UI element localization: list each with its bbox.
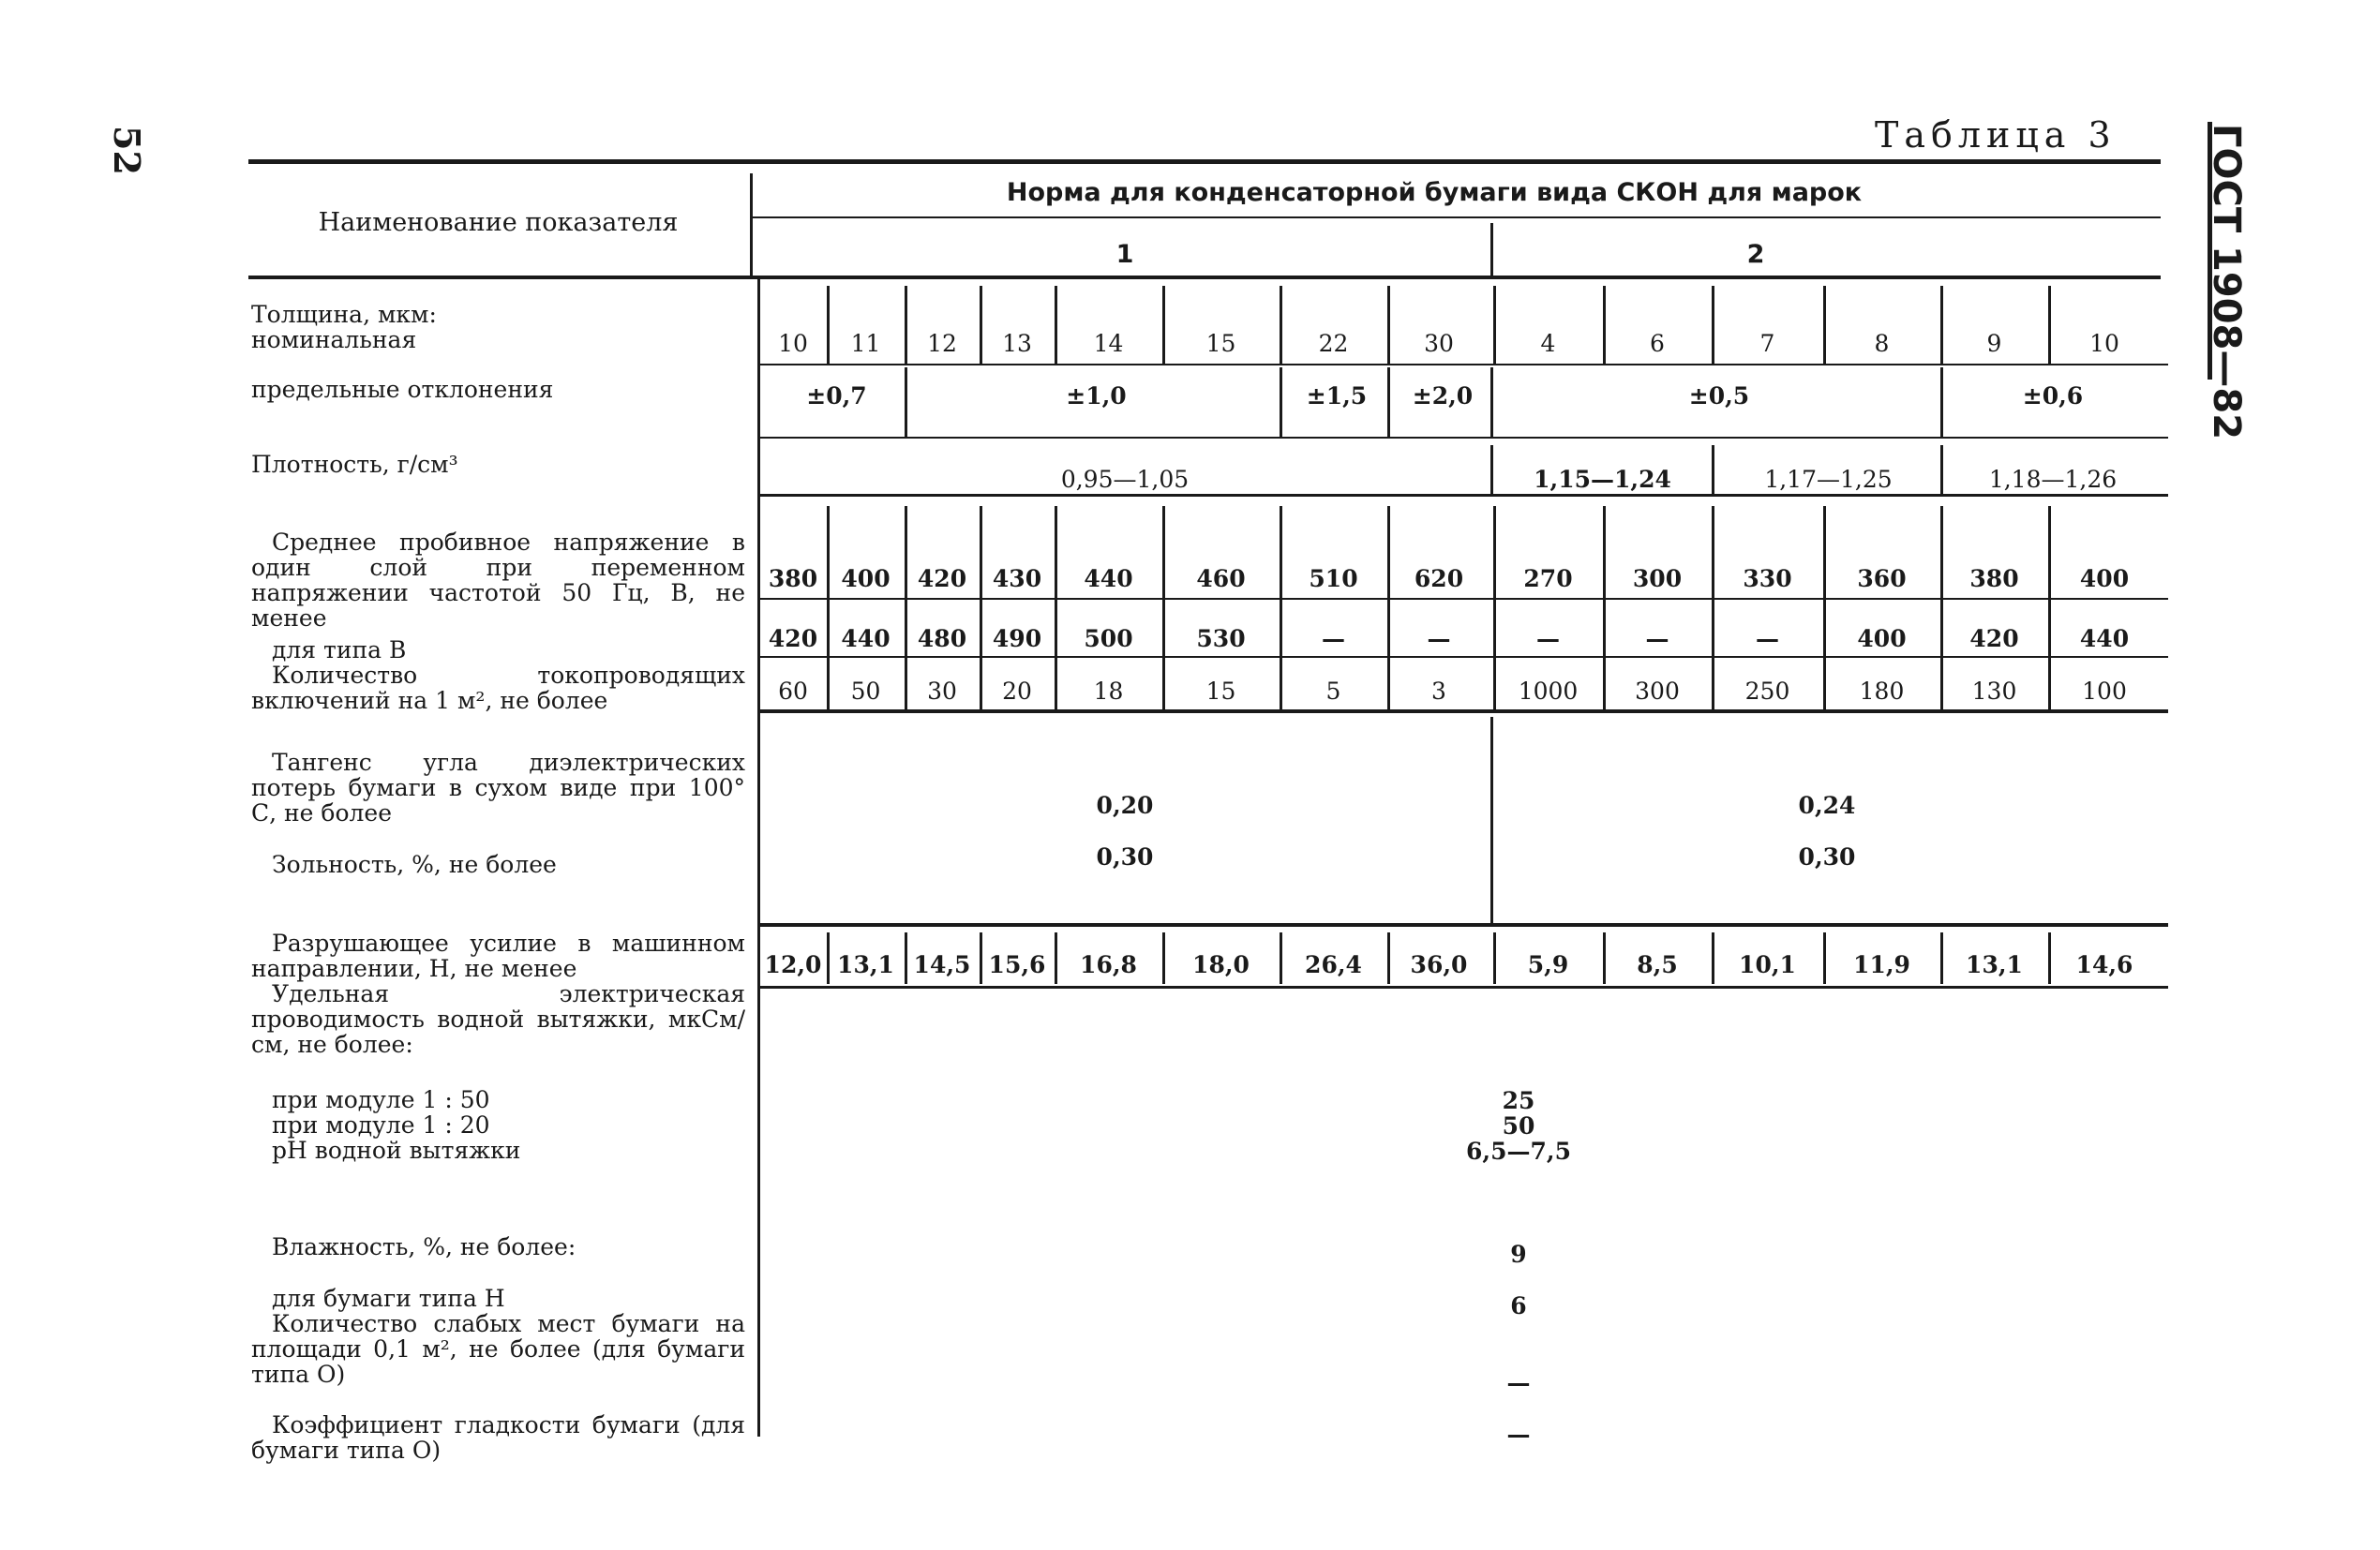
type_b-cell: —: [1536, 625, 1560, 652]
inclusions-cell: 3: [1431, 678, 1446, 705]
density-cell: 1,18—1,26: [1988, 466, 2118, 493]
force-cell: 26,4: [1305, 951, 1362, 978]
mark-2-header: 2: [1746, 240, 1765, 269]
force-cell: 15,6: [988, 951, 1046, 978]
tolerance-cell: ±1,0: [1066, 382, 1127, 410]
type_b-cell: 530: [1196, 625, 1246, 652]
tolerance-cell: ±0,7: [806, 382, 867, 410]
breakdown-cell: 400: [2079, 565, 2130, 592]
column-divider: [1490, 717, 1493, 923]
label-humidity: Влажность, %, не более:: [272, 1233, 576, 1260]
force-cell: 8,5: [1637, 951, 1678, 978]
tangent-cell: 0,20: [1096, 792, 1154, 819]
nominal-cell: 15: [1205, 330, 1236, 357]
inclusions-cell: 5: [1325, 678, 1341, 705]
rule-top: [248, 159, 2161, 164]
force-cell: 14,5: [913, 951, 971, 978]
breakdown-cell: 270: [1523, 565, 1573, 592]
tangent-cell: 0,24: [1798, 792, 1856, 819]
tolerance-cell: ±1,5: [1306, 382, 1368, 410]
norm-header: Норма для конденсаторной бумаги вида СКОН для марок: [1006, 178, 1863, 207]
inclusions-cell: 30: [927, 678, 957, 705]
label-module-20: при модуле 1 : 20: [272, 1111, 490, 1139]
nominal-cell: 10: [778, 330, 808, 357]
rule-norm: [750, 216, 2161, 218]
breakdown-cell: 440: [1084, 565, 1133, 592]
density-cell: 1,15—1,24: [1534, 466, 1671, 493]
breakdown-cell: 380: [1969, 565, 2019, 592]
page-number: 52: [106, 126, 148, 175]
breakdown-cell: 620: [1414, 565, 1464, 592]
common-humidity: 9: [1510, 1241, 1527, 1268]
side-title: ГОСТ 1908—82: [2205, 124, 2248, 440]
inclusions-cell: 15: [1205, 678, 1236, 705]
nominal-cell: 4: [1540, 330, 1556, 357]
table-label: Таблица 3: [1875, 114, 2117, 156]
type_b-cell: —: [1427, 625, 1451, 652]
type_b-cell: —: [1645, 625, 1669, 652]
density-cell: 1,17—1,25: [1764, 466, 1893, 493]
force-cell: 5,9: [1527, 951, 1569, 978]
type_b-cell: 490: [992, 625, 1042, 652]
label-force: Разрушающее усилие в машинном направлении, Н, не менее: [251, 930, 745, 982]
force-cell: 14,6: [2075, 951, 2133, 978]
inclusions-cell: 250: [1744, 678, 1790, 705]
force-cell: 16,8: [1080, 951, 1137, 978]
density-cell: 0,95—1,05: [1060, 466, 1190, 493]
label-ash: Зольность, %, не более: [272, 851, 557, 878]
breakdown-cell: 380: [768, 565, 818, 592]
common-module-20: 50: [1502, 1112, 1535, 1140]
inclusions-cell: 1000: [1518, 678, 1579, 705]
label-ph: pH водной вытяжки: [272, 1137, 521, 1164]
rule-density: [757, 494, 2168, 497]
label-thickness: Толщина, мкм:: [251, 301, 437, 328]
type_b-cell: 420: [768, 625, 818, 652]
common-type-h: 6: [1510, 1292, 1527, 1319]
inclusions-cell: 300: [1635, 678, 1680, 705]
tolerance-cell: ±2,0: [1412, 382, 1474, 410]
rule-type-b: [757, 656, 2168, 658]
label-inclusions: Количество токопроводящих включений на 1 м², не более: [251, 662, 745, 714]
inclusions-cell: 18: [1093, 678, 1124, 705]
type_b-cell: 400: [1857, 625, 1907, 652]
force-cell: 18,0: [1192, 951, 1250, 978]
rule-breakdown: [757, 598, 2168, 600]
breakdown-cell: 430: [992, 565, 1042, 592]
type_b-cell: 440: [2079, 625, 2130, 652]
common-ph: 6,5—7,5: [1466, 1138, 1571, 1165]
label-tolerance: предельные отклонения: [251, 376, 554, 403]
rule-ash: [757, 923, 2168, 927]
label-nominal: номинальная: [251, 326, 417, 353]
label-tangent: Тангенс угла диэлектрических потерь бумаги в сухом виде при 100° С, не более: [251, 749, 745, 827]
label-breakdown: Среднее пробивное напряжение в один слой при переменном напряжении частотой 50 Гц, В, не менее: [251, 529, 745, 632]
rule-inclusions: [757, 709, 2168, 713]
inclusions-cell: 20: [1002, 678, 1032, 705]
nominal-cell: 7: [1759, 330, 1775, 357]
label-weak: Количество слабых мест бумаги на площади 0,1 м², не более (для бумаги типа О): [251, 1310, 745, 1388]
vrule-label-header: [750, 173, 753, 276]
rule-header-bottom: [248, 276, 2161, 279]
breakdown-cell: 510: [1309, 565, 1358, 592]
inclusions-cell: 180: [1859, 678, 1905, 705]
inclusions-cell: 100: [2082, 678, 2127, 705]
type_b-cell: 500: [1084, 625, 1133, 652]
label-type-h: для бумаги типа Н: [272, 1285, 505, 1312]
breakdown-cell: 300: [1632, 565, 1683, 592]
type_b-cell: 420: [1969, 625, 2019, 652]
nominal-cell: 10: [2089, 330, 2119, 357]
rule-force: [757, 986, 2168, 989]
nominal-cell: 6: [1650, 330, 1665, 357]
nominal-cell: 13: [1002, 330, 1032, 357]
force-cell: 12,0: [764, 951, 822, 978]
label-conductivity: Удельная электрическая проводимость водной вытяжки, мкСм/см, не более:: [251, 980, 745, 1058]
force-cell: 11,9: [1853, 951, 1910, 978]
nominal-cell: 11: [850, 330, 881, 357]
nominal-cell: 8: [1874, 330, 1890, 357]
name-column-header: Наименование показателя: [318, 208, 679, 237]
label-density: Плотность, г/см³: [251, 451, 458, 478]
rule-tolerance: [757, 437, 2168, 439]
type_b-cell: —: [1756, 625, 1779, 652]
common-smooth: —: [1506, 1421, 1531, 1448]
tolerance-cell: ±0,6: [2022, 382, 2084, 410]
nominal-cell: 22: [1318, 330, 1349, 357]
inclusions-cell: 130: [1971, 678, 2017, 705]
label-module-50: при модуле 1 : 50: [272, 1086, 490, 1113]
breakdown-cell: 460: [1196, 565, 1246, 592]
inclusions-cell: 50: [850, 678, 881, 705]
mark-1-header: 1: [1115, 240, 1134, 269]
inclusions-cell: 60: [778, 678, 808, 705]
label-smooth: Коэффициент гладкости бумаги (для бумаги типа О): [251, 1411, 745, 1464]
common-module-50: 25: [1502, 1087, 1535, 1114]
label-type-b: для типа В: [272, 636, 407, 663]
type_b-cell: 440: [841, 625, 891, 652]
rule-nominal: [757, 364, 2168, 365]
breakdown-cell: 330: [1743, 565, 1792, 592]
force-cell: 13,1: [837, 951, 894, 978]
nominal-cell: 30: [1424, 330, 1454, 357]
force-cell: 10,1: [1739, 951, 1796, 978]
tolerance-cell: ±0,5: [1688, 382, 1750, 410]
breakdown-cell: 400: [841, 565, 891, 592]
type_b-cell: —: [1322, 625, 1345, 652]
ash-cell: 0,30: [1096, 843, 1154, 871]
nominal-cell: 12: [927, 330, 957, 357]
nominal-cell: 9: [1986, 330, 2002, 357]
ash-cell: 0,30: [1798, 843, 1856, 871]
breakdown-cell: 360: [1857, 565, 1907, 592]
force-cell: 36,0: [1410, 951, 1468, 978]
common-weak: —: [1506, 1369, 1531, 1396]
breakdown-cell: 420: [917, 565, 967, 592]
force-cell: 13,1: [1966, 951, 2023, 978]
nominal-cell: 14: [1093, 330, 1124, 357]
type_b-cell: 480: [917, 625, 967, 652]
